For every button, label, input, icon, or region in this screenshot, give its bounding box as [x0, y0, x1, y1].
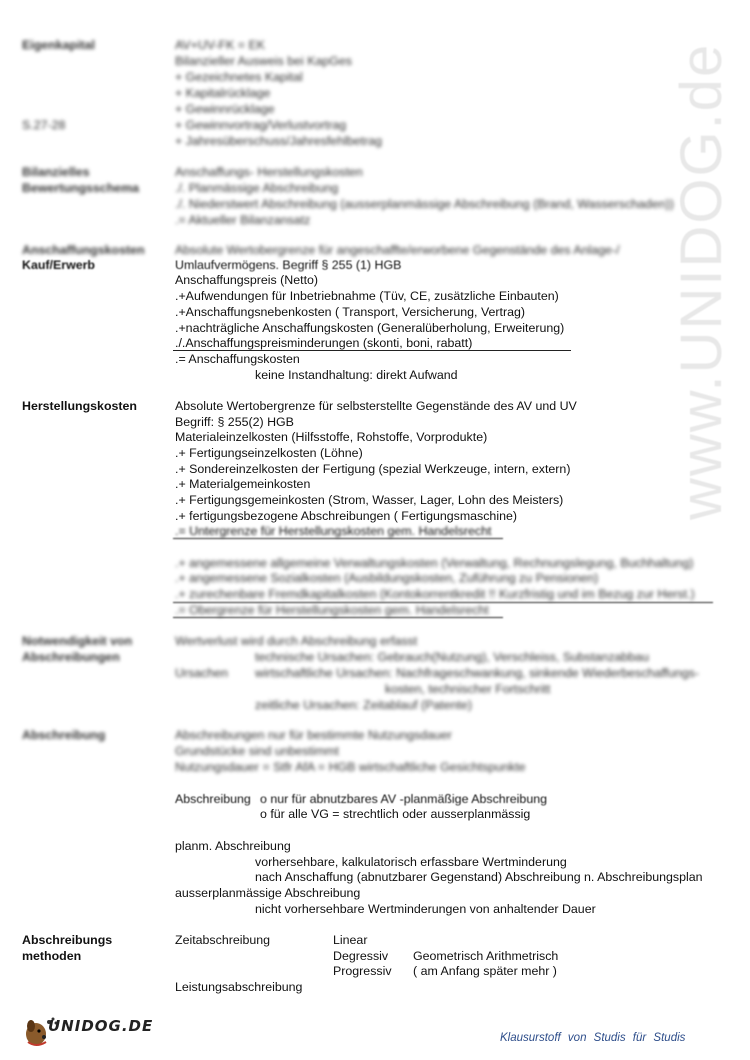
option: o nur für abnutzbares AV -planmäßige Abschreibung	[260, 792, 547, 806]
line: Materialeinzelkosten (Hilfsstoffe, Rohstoffe, Vorprodukte)	[175, 430, 488, 444]
sum-divider	[173, 350, 571, 351]
line: Abschreibungen nur für bestimmte Nutzungsdauer	[175, 728, 452, 742]
line: .+ Sondereinzelkosten der Fertigung (spezial Werkzeuge, intern, extern)	[175, 462, 571, 476]
line: vorhersehbare, kalkulatorisch erfassbare Wertminderung	[255, 855, 567, 869]
line: .+ angemessene allgemeine Verwaltungskosten (Verwaltung, Rechnungslegung, Buchhaltung)	[175, 556, 694, 570]
divider	[173, 538, 503, 539]
line: .= Obergrenze für Herstellungskosten gem. Handelsrecht	[175, 603, 489, 617]
line: .+ fertigungsbezogene Abschreibungen ( Fertigungsmaschine)	[175, 509, 517, 523]
line: ./. Planmässige Abschreibung	[175, 181, 339, 195]
ref-eigenkapital: S.27-28	[22, 118, 66, 132]
line: + Kapitalrücklage	[175, 86, 271, 100]
line: nicht vorhersehbare Wertminderungen von anhaltender Dauer	[255, 902, 596, 916]
label-notwendigkeit-2: Abschreibungen	[22, 650, 120, 664]
option: o für alle VG = strechtlich oder ausserplanmässig	[260, 807, 531, 821]
line: kosten, technischer Fortschritt	[385, 682, 551, 696]
degressiv: Degressiv	[333, 949, 389, 963]
ursachen-label: Ursachen	[175, 666, 229, 680]
line: Anschaffungs- Herstellungskosten	[175, 165, 363, 179]
label-notwendigkeit-1: Notwendigkeit von	[22, 634, 133, 648]
zeitabschreibung: Zeitabschreibung	[175, 933, 271, 947]
line: .+nachträgliche Anschaffungskosten (Generalüberholung, Erweiterung)	[175, 321, 565, 335]
note: keine Instandhaltung: direkt Aufwand	[255, 368, 458, 382]
line: Begriff: § 255(2) HGB	[175, 415, 294, 429]
line: Nutzungsdauer = Stfr AfA = HGB wirtschaftliche Gesichtspunkte	[175, 760, 526, 774]
label-methoden-1: Abschreibungs	[22, 933, 113, 947]
line: ausserplanmässige Abschreibung	[175, 886, 361, 900]
label-eigenkapital: Eigenkapital	[22, 38, 95, 52]
line: .= Aktueller Bilanzansatz	[175, 213, 311, 227]
line: + Gezeichnetes Kapital	[175, 70, 303, 84]
line: + Jahresüberschuss/Jahresfehlbetrag	[175, 134, 382, 148]
line: planm. Abschreibung	[175, 839, 291, 853]
line: .+Aufwendungen für Inbetriebnahme (Tüv, CE, zusätzliche Einbauten)	[175, 289, 559, 303]
line: .= Anschaffungskosten	[175, 352, 300, 366]
line: Absolute Wertobergrenze für angeschaffte/erworbene Gegenstände des Anlage-/	[175, 243, 620, 257]
line: Umlaufvermögens. Begriff § 255 (1) HGB	[175, 258, 402, 272]
line: + Gewinnvortrag/Verlustvortrag	[175, 118, 347, 132]
line: zeitliche Ursachen: Zeitablauf (Patente)	[255, 698, 472, 712]
label-anschaffung-2: Kauf/Erwerb	[22, 258, 95, 272]
line: .+Anschaffungsnebenkosten ( Transport, Versicherung, Vertrag)	[175, 305, 526, 319]
label-herstellung: Herstellungskosten	[22, 399, 137, 413]
progressiv-note: ( am Anfang später mehr )	[413, 964, 557, 978]
label-abschreibung: Abschreibung	[22, 728, 106, 742]
line: .+ zurechenbare Fremdkapitalkosten (Kontokorrentkredit !! Kurzfristig und im Bezug zur Herst.)	[175, 587, 695, 601]
abschreibung-head: Abschreibung	[175, 792, 251, 806]
label-methoden-2: methoden	[22, 949, 82, 963]
line: Anschaffungspreis (Netto)	[175, 273, 319, 287]
label-bewertung-1: Bilanzielles	[22, 165, 90, 179]
line: technische Ursachen: Gebrauch(Nutzung), Verschleiss, Substanzabbau	[255, 650, 649, 664]
label-bewertung-2: Bewertungsschema	[22, 181, 140, 195]
watermark: www.UNIDOG.de	[669, 42, 734, 520]
line: nach Anschaffung (abnutzbarer Gegenstand) Abschreibung n. Abschreibungsplan	[255, 870, 703, 884]
leistungsabschreibung: Leistungsabschreibung	[175, 980, 303, 994]
line: AV+UV-FK = EK	[175, 38, 265, 52]
label-anschaffung-1: Anschaffungskosten	[22, 243, 145, 257]
line: wirtschaftliche Ursachen: Nachfrageschwankung, sinkende Wiederbeschaffungs-	[255, 666, 699, 680]
line: Grundstücke sind unbestimmt	[175, 744, 339, 758]
line: .+ angemessene Sozialkosten (Ausbildungskosten, Zuführung zu Pensionen)	[175, 571, 599, 585]
line: ./.Anschaffungspreisminderungen (skonti, boni, rabatt)	[175, 336, 473, 350]
line: .+ Materialgemeinkosten	[175, 477, 311, 491]
logo-text: UNIDOG.DE	[48, 1017, 154, 1035]
line: .+ Fertigungsgemeinkosten (Strom, Wasser, Lager, Lohn des Meisters)	[175, 493, 564, 507]
degressiv-types: Geometrisch Arithmetrisch	[413, 949, 559, 963]
progressiv: Progressiv	[333, 964, 392, 978]
line: Absolute Wertobergrenze für selbsterstellte Gegenstände des AV und UV	[175, 399, 577, 413]
line: .= Untergrenze für Herstellungskosten gem. Handelsrecht	[175, 524, 492, 538]
line: Bilanzieller Ausweis bei KapGes	[175, 54, 353, 68]
footer-tagline: Klausurstoff von Studis für Studis	[500, 1032, 686, 1044]
divider	[173, 617, 503, 618]
line: ./. Niederstwert Abschreibung (ausserplanmässige Abschreibung (Brand, Wasserschaden))	[175, 197, 674, 211]
line: + Gewinnrücklage	[175, 102, 275, 116]
line: Wertverlust wird durch Abschreibung erfasst	[175, 634, 418, 648]
linear: Linear	[333, 933, 368, 947]
line: .+ Fertigungseinzelkosten (Löhne)	[175, 446, 363, 460]
